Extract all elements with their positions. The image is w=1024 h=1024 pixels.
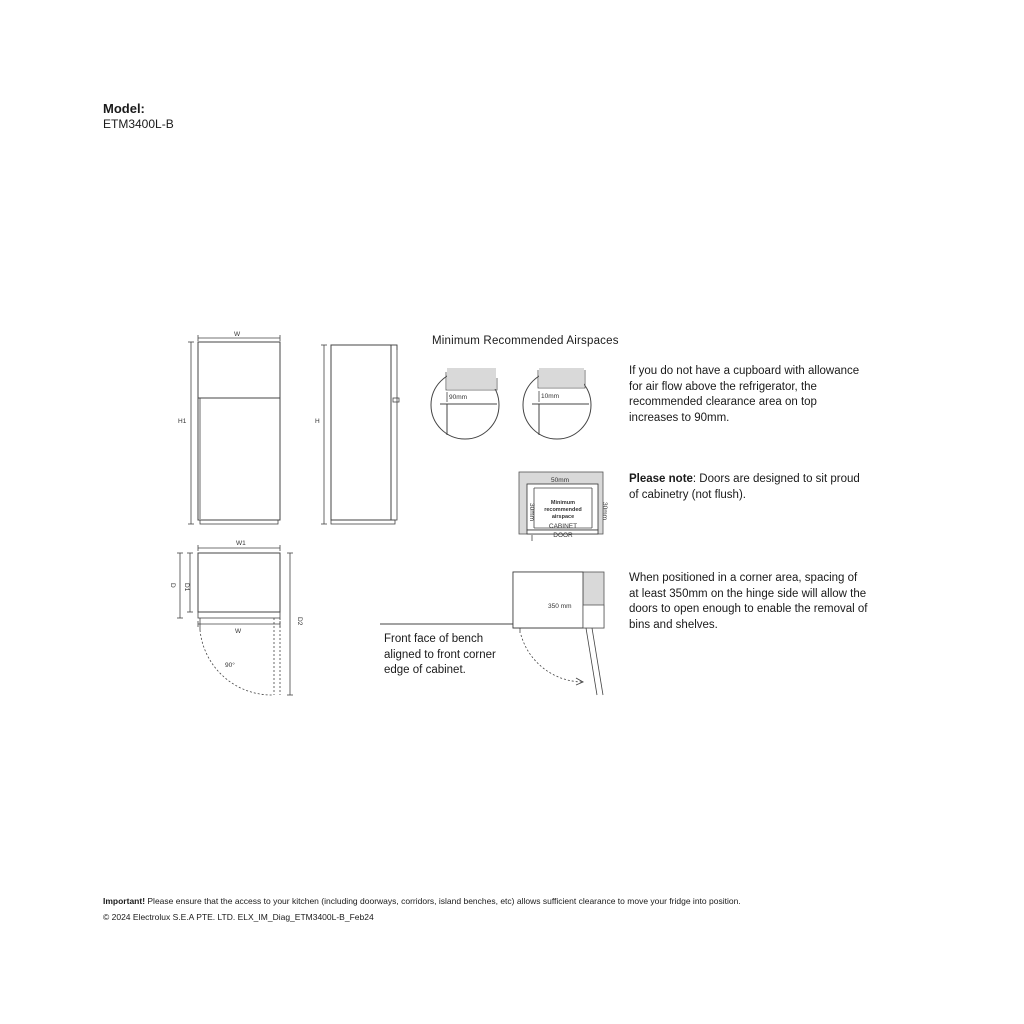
- cabinet-left-label: 30mm: [528, 503, 535, 522]
- door-angle-label: 90°: [225, 662, 235, 669]
- cabinet-right-label: 30mm: [601, 502, 608, 521]
- top-width1-label: W1: [236, 540, 246, 547]
- corner-note: When positioned in a corner area, spacing of at least 350mm on the hinge side will allow the doors to open enough to enable the removal of bins and shelves.: [629, 572, 868, 631]
- cabinet-center-line3: airspace: [551, 514, 575, 520]
- top-depth1-label: D1: [183, 583, 190, 592]
- cabinet-center-line2: recommended: [544, 507, 582, 513]
- cabinet-center-line1: Minimum: [550, 500, 576, 506]
- side-view-fridge: [321, 345, 399, 524]
- important-note: [103, 896, 923, 906]
- top-width-label: W: [235, 628, 242, 635]
- cabinet-top-label: 50mm: [551, 477, 570, 484]
- top-clearance-note: If you do not have a cupboard with allowance for air flow above the refrigerator, the recommended clearance area on top increases to 90mm.: [629, 365, 860, 424]
- bench-note: Front face of bench aligned to front corner edge of cabinet.: [384, 633, 496, 676]
- copyright: © 2024 Electrolux S.E.A PTE. LTD. ELX_IM_Diag_ETM3400L-B_Feb24: [103, 912, 374, 922]
- door-label: DOOR: [553, 532, 573, 539]
- airspace-detail-right: [523, 368, 591, 439]
- top-depth-label: D: [169, 583, 176, 588]
- airspace-right-label: 10mm: [541, 393, 560, 400]
- corner-spacing-label: 350 mm: [548, 603, 572, 610]
- airspace-left-label: 90mm: [449, 394, 468, 401]
- please-note-text: : Doors are designed to sit proud of cabinetry (not flush).: [629, 473, 860, 501]
- important-text: Please ensure that the access to your kitchen (including doorways, corridors, island benches, etc) allows sufficient clearance to move your fridge into position.: [145, 896, 741, 906]
- please-note-bold: Please note: [629, 473, 693, 485]
- please-note: [629, 472, 869, 503]
- side-height-label: H: [315, 418, 320, 425]
- top-depth2-label: D2: [296, 617, 303, 626]
- front-height-label: H1: [178, 418, 187, 425]
- front-view-fridge: [188, 335, 280, 524]
- model-label: Model:: [103, 101, 145, 116]
- airspace-detail-left: [431, 368, 499, 439]
- cabinet-label: CABINET: [548, 523, 578, 530]
- top-view-fridge: [177, 545, 293, 695]
- model-number: ETM3400L-B: [103, 117, 174, 131]
- front-width-label: W: [234, 331, 241, 338]
- important-label: Important!: [103, 896, 146, 906]
- airspaces-title: Minimum Recommended Airspaces: [432, 335, 619, 347]
